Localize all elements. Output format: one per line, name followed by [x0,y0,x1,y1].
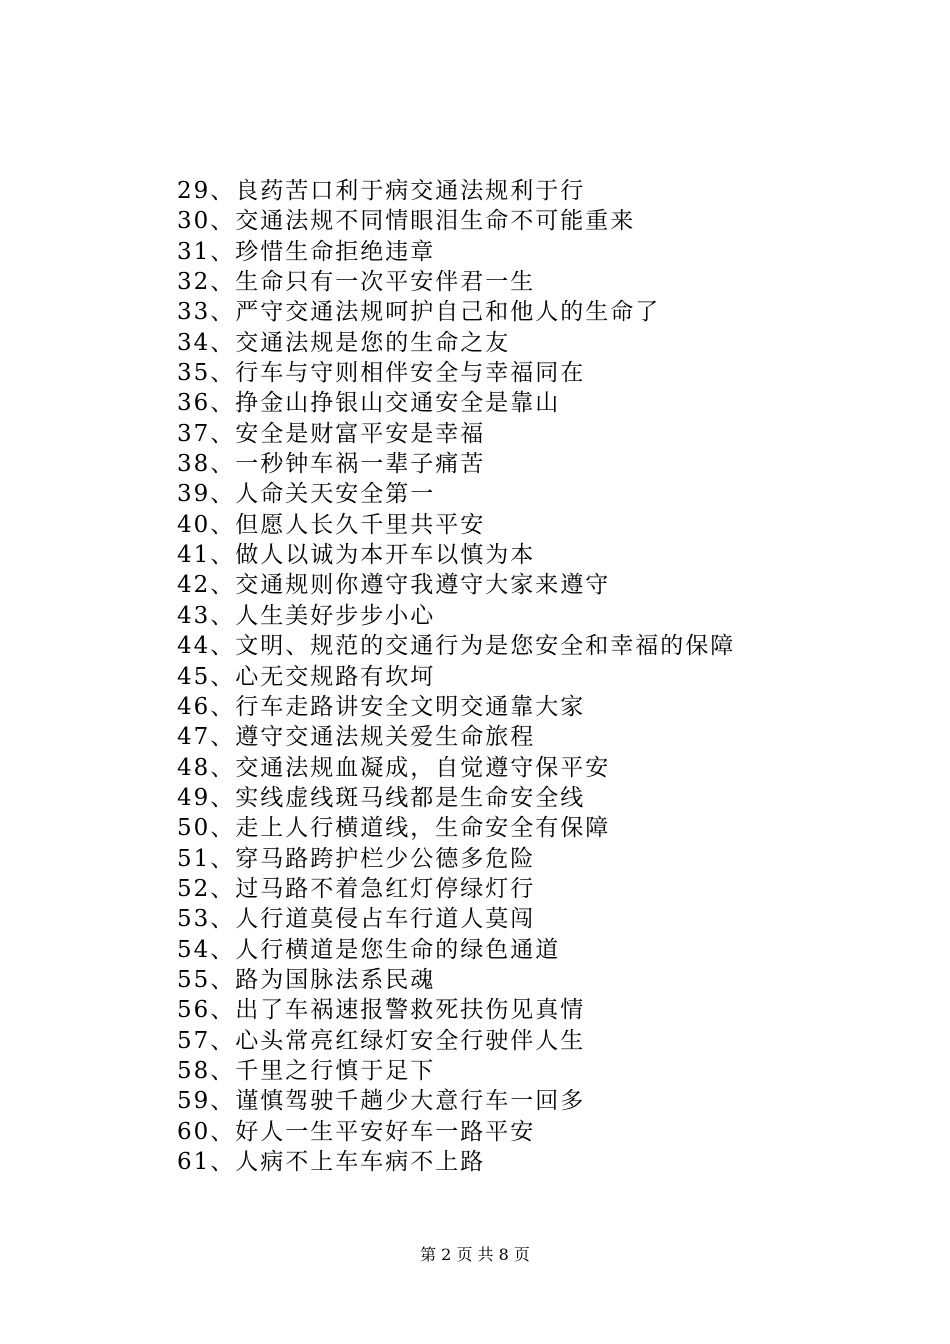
list-item: 58、千里之行慎于足下 [177,1057,436,1084]
list-item: 32、生命只有一次平安伴君一生 [177,269,536,296]
list-item: 51、穿马路跨护栏少公德多危险 [177,845,536,872]
list-item: 47、遵守交通法规关爱生命旅程 [177,724,536,751]
list-item: 61、人病不上车车病不上路 [177,1149,486,1175]
list-item: 33、严守交通法规呵护自己和他人的生命了 [177,299,661,326]
list-item: 31、珍惜生命拒绝违章 [177,238,436,265]
list-item: 49、实线虚线斑马线都是生命安全线 [177,784,586,811]
list-item: 50、走上人行横道线，生命安全有保障 [177,815,611,842]
list-item: 52、过马路不着急红灯停绿灯行 [177,875,536,902]
slogan-list [177,176,877,1177]
list-item: 55、路为国脉法系民魂 [177,966,436,993]
list-item: 37、安全是财富平安是幸福 [177,420,486,447]
list-item: 38、一秒钟车祸一辈子痛苦 [177,451,486,478]
list-item: 57、心头常亮红绿灯安全行驶伴人生 [177,1027,586,1054]
list-item: 42、交通规则你遵守我遵守大家来遵守 [177,572,611,599]
list-item: 48、交通法规血凝成，自觉遵守保平安 [177,754,611,781]
list-item: 34、交通法规是您的生命之友 [177,329,511,356]
list-item: 43、人生美好步步小心 [177,602,436,629]
list-item: 45、心无交规路有坎坷 [177,663,436,690]
list-item: 44、文明、规范的交通行为是您安全和幸福的保障 [177,633,736,660]
list-item: 53、人行道莫侵占车行道人莫闯 [177,906,536,933]
list-item: 46、行车走路讲安全文明交通靠大家 [177,693,586,720]
list-item: 54、人行横道是您生命的绿色通道 [177,936,561,963]
page-number-footer: 第 2 页 共 8 页 [420,1245,530,1264]
list-item: 39、人命关天安全第一 [177,481,436,508]
list-item: 56、出了车祸速报警救死扶伤见真情 [177,997,586,1024]
list-item: 59、谨慎驾驶千趟少大意行车一回多 [177,1088,586,1115]
list-item: 41、做人以诚为本开车以慎为本 [177,542,536,569]
list-item: 30、交通法规不同情眼泪生命不可能重来 [177,208,636,235]
list-item: 60、好人一生平安好车一路平安 [177,1118,536,1145]
list-item: 36、挣金山挣银山交通安全是靠山 [177,390,561,417]
list-item: 40、但愿人长久千里共平安 [177,511,486,538]
list-item: 29、良药苦口利于病交通法规利于行 [177,178,586,204]
list-item: 35、行车与守则相伴安全与幸福同在 [177,360,586,387]
